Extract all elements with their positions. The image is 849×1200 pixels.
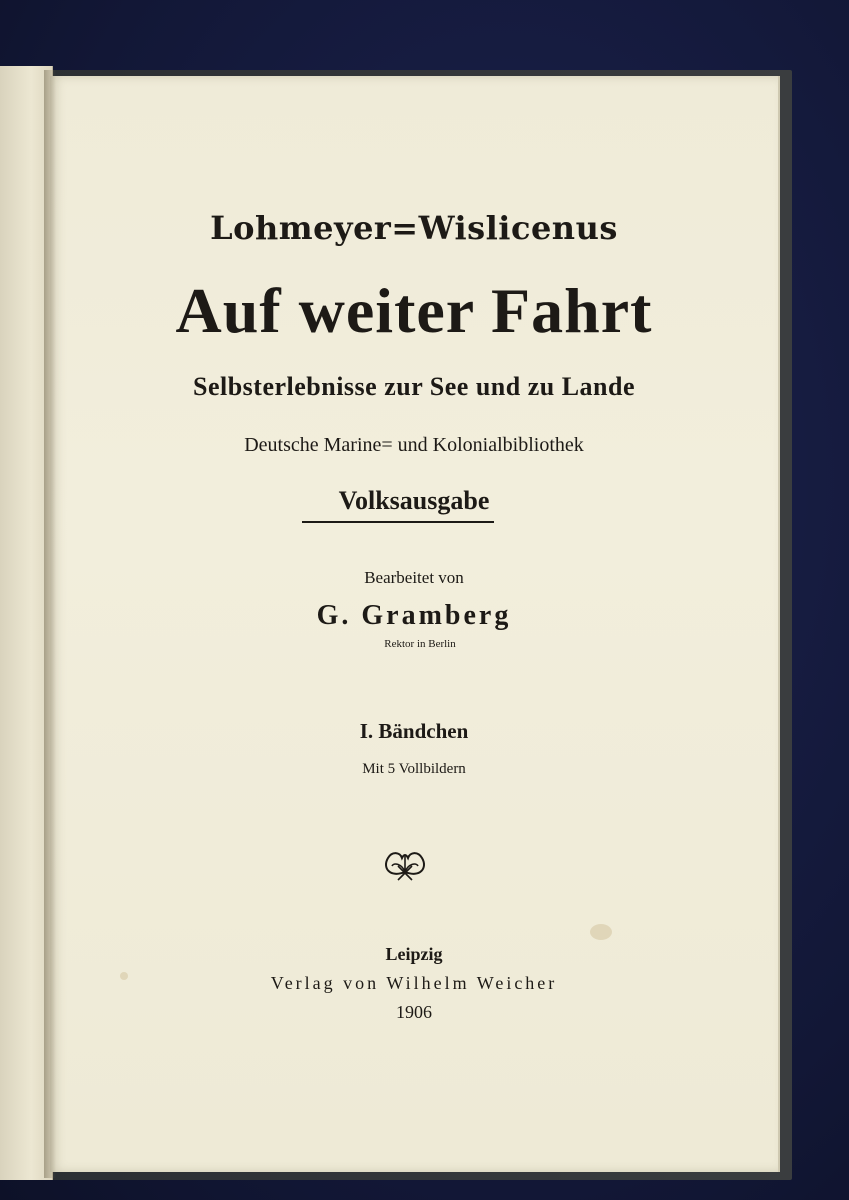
- book-title: Auf weiter Fahrt: [175, 275, 653, 346]
- paper-stain: [590, 924, 612, 940]
- book-gutter-shadow: [44, 70, 56, 1178]
- series-name: Deutsche Marine= und Kolonialbibliothek: [244, 434, 584, 456]
- edition-label: Volksausgabe: [338, 486, 490, 515]
- volume-label: I. Bändchen: [359, 719, 469, 743]
- editor-name: G. Gramberg: [316, 600, 512, 631]
- book-subtitle: Selbsterlebnisse zur See und zu Lande: [192, 372, 635, 401]
- floral-ornament-icon: [380, 842, 430, 882]
- illustrations-note: Mit 5 Vollbildern: [362, 761, 466, 777]
- author-name: Lohmeyer=Wislicenus: [210, 209, 618, 247]
- publication-year: 1906: [396, 1002, 432, 1022]
- publisher-name: Verlag von Wilhelm Weicher: [270, 973, 558, 993]
- publication-place: Leipzig: [385, 944, 443, 964]
- editor-role: Rektor in Berlin: [384, 638, 456, 650]
- edited-by-label: Bearbeitet von: [364, 568, 464, 587]
- title-page: [50, 76, 778, 1172]
- edition-underline: [302, 521, 494, 523]
